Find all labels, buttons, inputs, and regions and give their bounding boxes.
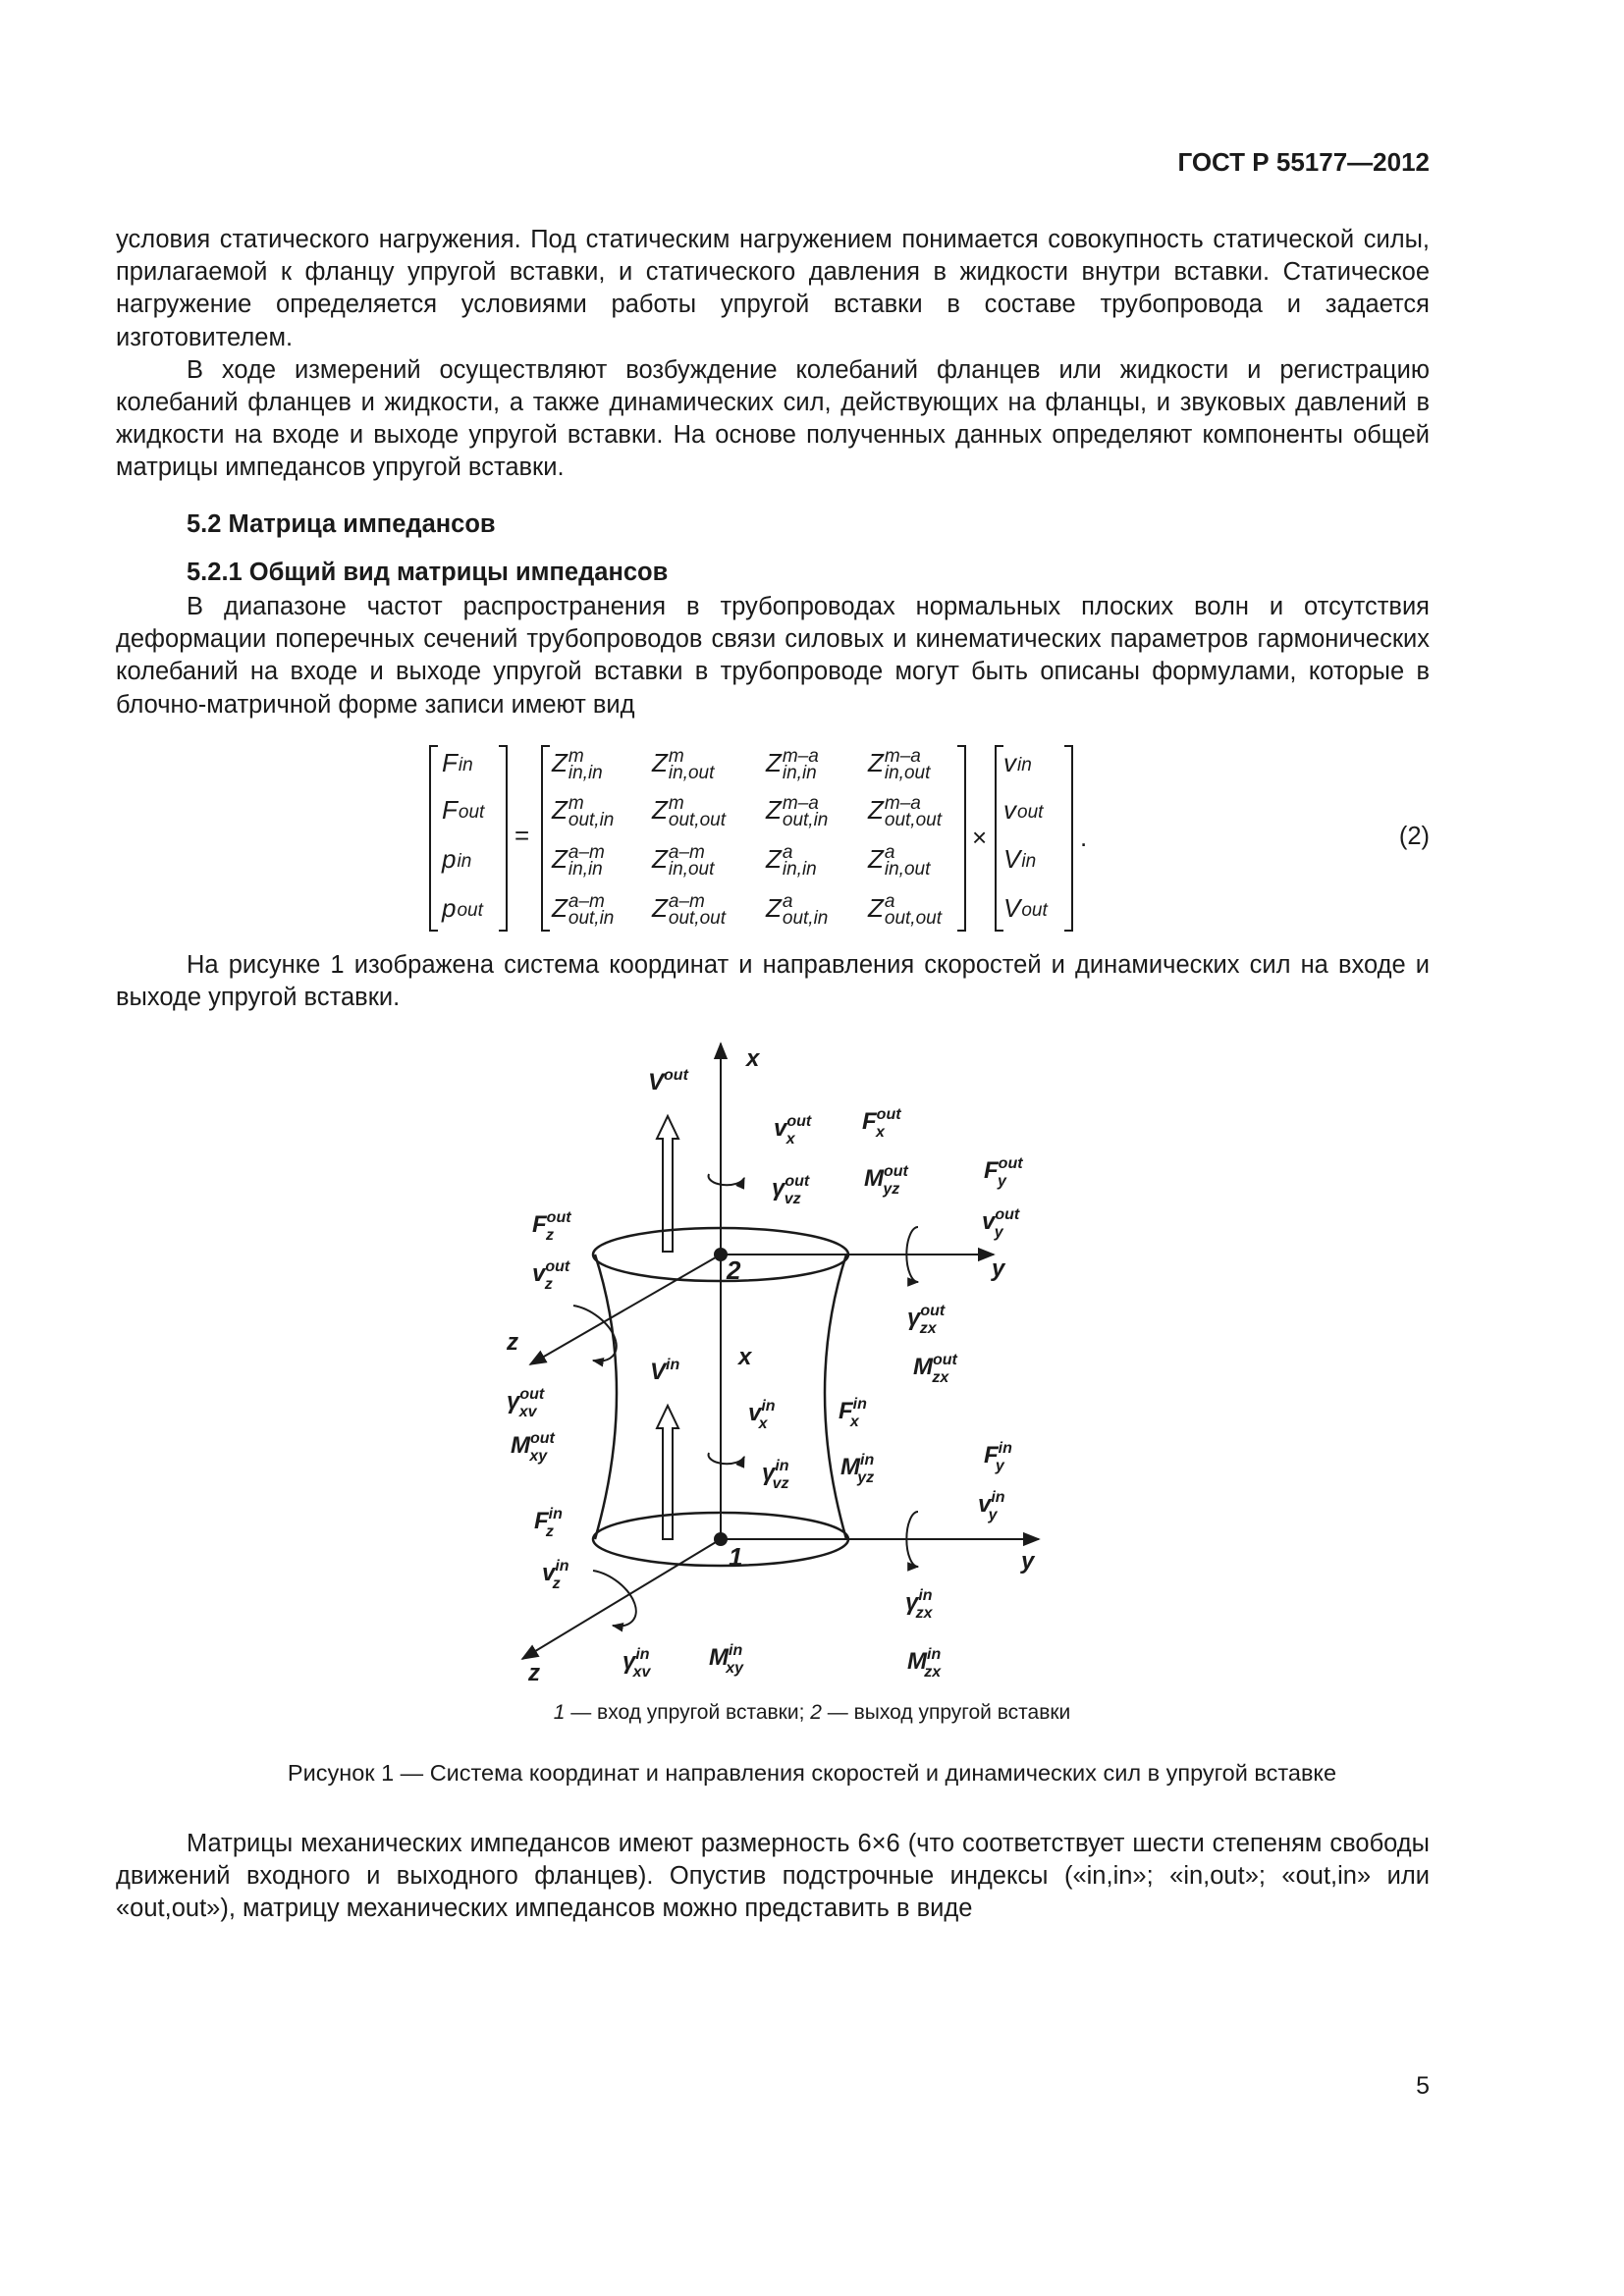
label-x-mid: x	[738, 1344, 752, 1370]
vector-element-right: v out	[1003, 795, 1044, 825]
label-gxvout: $\gamma^{out}$ xv	[507, 1386, 545, 1420]
label-vyout: $v^{out}$ y	[982, 1206, 1020, 1241]
subsection-heading: 5.2.1 Общий вид матрицы импедансов	[187, 559, 669, 586]
label-gvzin: $\gamma^{in}$ vz	[762, 1458, 789, 1492]
vector-element-left: p out	[442, 893, 483, 923]
figure-caption: Рисунок 1 — Система координат и направления скоростей и динамических сил в упругой вставке	[287, 1760, 1337, 1786]
label-Mxyin: $M^{in}$ xy	[709, 1642, 744, 1677]
matrix-element: Z m–a in,out	[868, 746, 931, 784]
label-Mzxout: $M^{out}$ zx	[913, 1352, 957, 1386]
vector-element-left: p in	[442, 844, 472, 874]
matrix-element: Z a–m out,in	[552, 891, 615, 930]
label-Fxout: $F^{out}$ x	[862, 1106, 901, 1141]
vector-element-right: v in	[1003, 748, 1032, 777]
label-Myzin: $M^{in}$ yz	[840, 1452, 875, 1486]
legend-number: 1	[553, 1701, 566, 1724]
label-Mzxin: $M^{in}$ zx	[907, 1646, 942, 1681]
rotation-z-in	[593, 1571, 636, 1627]
figure-legend	[0, 1701, 1624, 1725]
matrix-element: Z m–a out,in	[766, 793, 829, 831]
matrix-element: Z m in,in	[552, 746, 603, 784]
label-Fyout: $F^{out}$ y	[984, 1155, 1023, 1190]
node-1	[714, 1532, 728, 1546]
matrix-element: Z m in,out	[652, 746, 715, 784]
label-vxin: $v^{in}$ x	[748, 1398, 776, 1432]
matrix-element: Z a–m in,in	[552, 842, 605, 881]
insert-left-wall	[595, 1255, 617, 1539]
label-gxvin: $\gamma^{in}$ xv	[623, 1646, 651, 1681]
vector-element-left: F in	[442, 748, 473, 777]
times-sign: ×	[972, 823, 988, 852]
paragraph: В ходе измерений осуществляют возбуждение колебаний фланцев или жидкости и регистрацию колебаний фланцев и жидкости, а также динамических сил, действующих на фланцы, и звуковых давлений в жидкости на входе и выходе упругой вставки. На основе полученных данных определяют компоненты общей матрицы импедансов упругой вставки.	[116, 355, 1430, 482]
label-Fxin: $F^{in}$ x	[839, 1396, 867, 1430]
label-y-top: y	[992, 1255, 1005, 1282]
label-x-top: x	[746, 1045, 760, 1072]
vector-element-left: F out	[442, 795, 485, 825]
label-Myzout: $M^{out}$ yz	[864, 1163, 908, 1198]
label-vxout: $v^{out}$ x	[774, 1113, 812, 1148]
insert-right-wall	[825, 1255, 846, 1539]
document-id: ГОСТ Р 55177—2012	[1177, 147, 1430, 177]
label-z-top: z	[507, 1329, 518, 1356]
matrix-element: Z m–a out,out	[868, 793, 942, 831]
label-vzin: $v^{in}$ z	[542, 1558, 569, 1592]
paragraph: На рисунке 1 изображена система координат и направления скоростей и динамических сил на входе и выходе упругой вставки.	[116, 951, 1430, 1012]
label-gzxout: $\gamma^{out}$ zx	[907, 1303, 946, 1337]
legend-number: 2	[810, 1701, 822, 1724]
paragraph-block-4	[116, 1828, 1430, 1926]
label-n1: 1	[729, 1542, 743, 1572]
matrix-element: Z m out,in	[552, 793, 615, 831]
label-Fyin: $F^{in}$ y	[984, 1440, 1012, 1474]
label-vzout: $v^{out}$ z	[532, 1258, 570, 1293]
paragraph: условия статического нагружения. Под статическим нагружением понимается совокупность статической силы, прилагаемой к фланцу упругой вставки, и статического давления в жидкости внутри вставки. Статическое нагружение определяется условиями работы упругой вставки в составе трубопровода и задается изготовителем.	[116, 226, 1430, 351]
section-heading: 5.2 Матрица импедансов	[187, 510, 496, 538]
matrix-element: Z m out,out	[652, 793, 726, 831]
label-vyin: $v^{in}$ y	[978, 1489, 1005, 1523]
matrix-element: Z m–a in,in	[766, 746, 819, 784]
equation-number: (2)	[1398, 823, 1430, 850]
vin-hollow-arrow	[657, 1406, 678, 1539]
label-z-bot: z	[528, 1660, 540, 1686]
matrix-element: Z a–m in,out	[652, 842, 715, 881]
label-gzxin: $\gamma^{in}$ zx	[905, 1587, 933, 1622]
label-Vin: $V^{in}$	[650, 1357, 680, 1385]
matrix-element: Z a in,in	[766, 842, 817, 881]
rotation-x-in	[709, 1453, 744, 1464]
legend-text: — выход упругой вставки	[821, 1701, 1071, 1724]
page-number: 5	[1416, 2072, 1430, 2100]
matrix-element: Z a–m out,out	[652, 891, 726, 930]
label-Fzout: $F^{out}$ z	[532, 1209, 571, 1244]
label-n2: 2	[727, 1255, 741, 1285]
rotation-x-out	[709, 1174, 744, 1185]
label-gvzout: $\gamma^{out}$ vz	[772, 1173, 810, 1207]
legend-text: — вход упругой вставки;	[565, 1701, 811, 1724]
paragraph: Матрицы механических импедансов имеют размерность 6×6 (что соответствует шести степеням свободы движений входного и выходного фланцев). Опустив подстрочные индексы («in,in»; «in,out»; «out,in» или «out,out»), матрицу механических импедансов можно представить в виде	[116, 1830, 1430, 1923]
label-Mxyout: $M^{out}$ xy	[511, 1430, 555, 1465]
equation-period: .	[1080, 823, 1088, 852]
label-Vout: $V^{out}$	[648, 1067, 688, 1095]
vector-element-right: V in	[1003, 844, 1037, 874]
equals-sign: =	[514, 821, 530, 850]
label-Fzin: $F^{in}$ z	[534, 1506, 563, 1540]
matrix-element: Z a out,in	[766, 891, 829, 930]
paragraph: В диапазоне частот распространения в трубопроводах нормальных плоских волн и отсутствия деформации поперечных сечений трубопроводов связи силовых и кинематических параметров гармонических колебаний на входе и выходе упругой вставки в трубопроводе могут быть описаны формулами, которые в блочно-матричной форме записи имеют вид	[116, 593, 1430, 719]
matrix-element: Z a out,out	[868, 891, 942, 930]
node-2	[714, 1248, 728, 1261]
label-y-bot: y	[1021, 1548, 1035, 1575]
vector-element-right: V out	[1003, 893, 1048, 923]
matrix-element: Z a in,out	[868, 842, 931, 881]
